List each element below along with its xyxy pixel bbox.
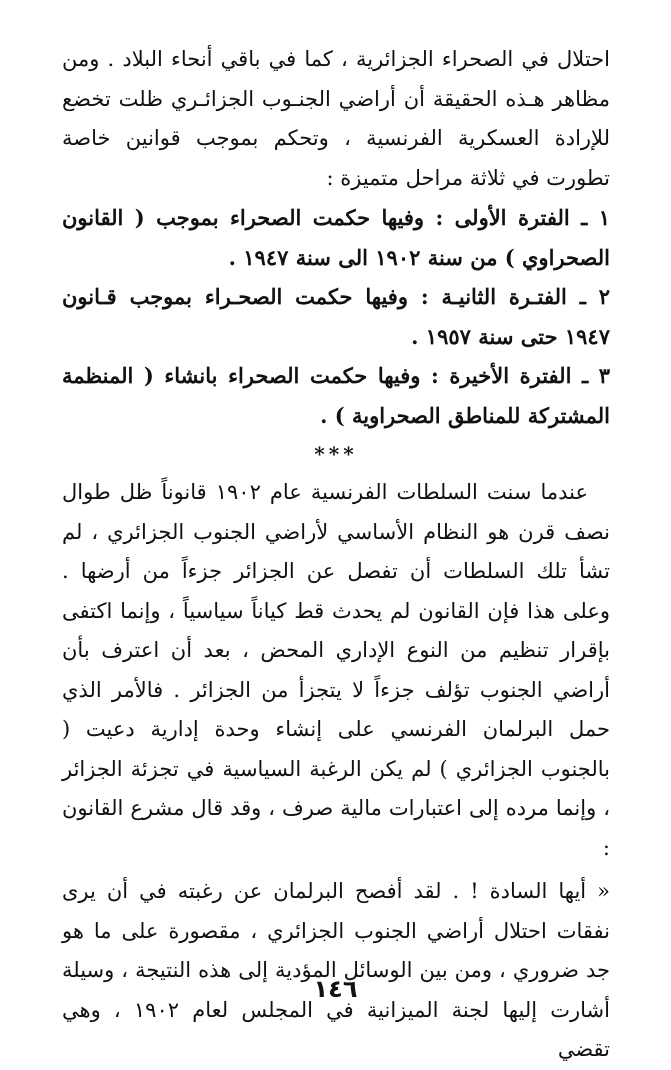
intro-paragraph: احتلال في الصحراء الجزائرية ، كما في باقي أنحاء البلاد . ومن مظاهر هـذه الحقيقة أن أراضي الجنـوب الجزائـري ظلت تخضع للإرادة العسكرية الفرنسية ، وتحكم بموجب قوانين خاصة تطورت في ثلاثة مراحل متميزة : [62,47,610,190]
period-two: ٢ ـ الفتـرة الثانيـة : وفيها حكمت الصحـراء بموجب قـانون ١٩٤٧ حتى سنة ١٩٥٧ . [62,284,610,349]
section-separator: *** [314,442,358,466]
period-one: ١ ـ الفترة الأولى : وفيها حكمت الصحراء بموجب ( القانون الصحراوي ) من سنة ١٩٠٢ الى سنة ١٩٤٧ . [62,205,610,270]
period-three: ٣ ـ الفترة الأخيرة : وفيها حكمت الصحراء بانشاء ( المنظمة المشتركة للمناطق الصحراوية ) . [62,363,610,428]
page-text [62,40,610,1070]
quote-paragraph: « أيها السادة ! . لقد أفصح البرلمان عن رغبته في أن يرى نفقات احتلال أراضي الجنوب الجزائري ، مقصورة على ما هو جد ضروري ، ومن بين الوسائل المؤدية إلى هذه النتيجة ، وسيلة أشارت إليها لجنة الميزانية في المجلس لعام ١٩٠٢ ، وهي تقضي [62,879,610,1061]
body-paragraph: عندما سنت السلطات الفرنسية عام ١٩٠٢ قانوناً ظل طوال نصف قرن هو النظام الأساسي لأراضي الجنوب الجزائري ، لم تشأ تلك السلطات أن تفصل عن الجزائر جزءاً من أرضها . وعلى هذا فإن القانون لم يحدث قط كياناً سياسياً ، وإنما اكتفى بإقرار تنظيم من النوع الإداري المحض ، بعد أن اعترف بأن أراضي الجنوب تؤلف جزءاً لا يتجزأ من الجزائر . فالأمر الذي حمل البرلمان الفرنسي على إنشاء وحدة إدارية دعيت ( بالجنوب الجزائري ) لم يكن الرغبة السياسية في تجزئة الجزائر ، وإنما مرده إلى اعتبارات مالية صرف ، وقد قال مشرع القانون : [62,480,610,860]
page-number: ١٤٦ [313,975,358,1003]
